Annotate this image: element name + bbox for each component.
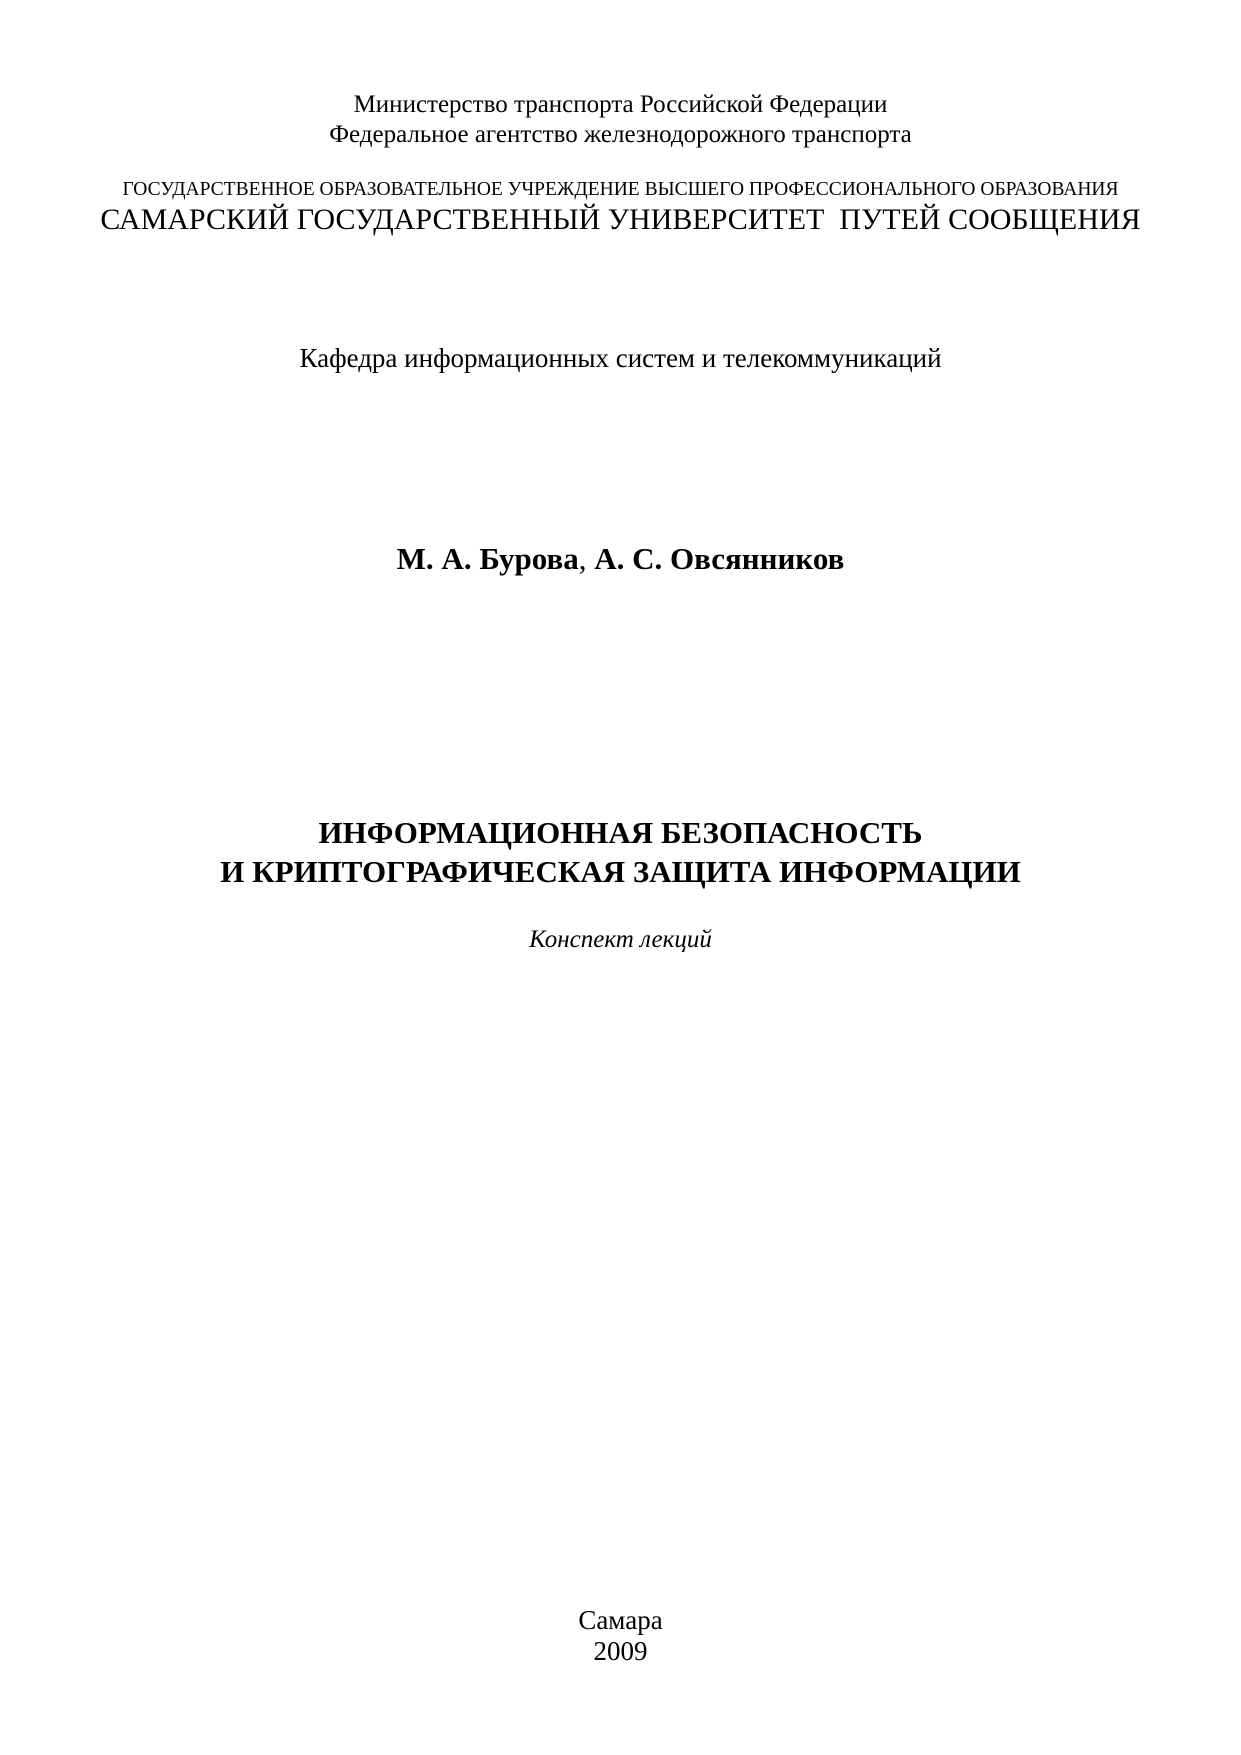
title-line-1: ИНФОРМАЦИОННАЯ БЕЗОПАСНОСТЬ — [318, 815, 923, 850]
agency-line: Федеральное агентство железнодорожного транспорта — [329, 121, 912, 148]
authors — [0, 543, 1241, 574]
university-name: САМАРСКИЙ ГОСУДАРСТВЕННЫЙ УНИВЕРСИТЕТ ПУТЕЙ СООБЩЕНИЯ — [100, 203, 1141, 236]
title-line-2: И КРИПТОГРАФИЧЕСКАЯ ЗАЩИТА ИНФОРМАЦИИ — [220, 854, 1021, 889]
imprint-city: Самара — [578, 1605, 663, 1635]
imprint-year: 2009 — [593, 1636, 648, 1666]
department-line: Кафедра информационных систем и телекоммуникаций — [299, 343, 942, 373]
author-second: А. С. Овсянников — [594, 541, 845, 576]
author-separator: , — [578, 541, 595, 576]
subtitle: Конспект лекций — [529, 926, 712, 953]
institution-type-line: ГОСУДАРСТВЕННОЕ ОБРАЗОВАТЕЛЬНОЕ УЧРЕЖДЕНИЕ ВЫСШЕГО ПРОФЕССИОНАЛЬНОГО ОБРАЗОВАНИЯ — [122, 179, 1119, 200]
ministry-line: Министерство транспорта Российской Федерации — [353, 91, 888, 118]
author-first: М. А. Бурова — [396, 541, 579, 576]
